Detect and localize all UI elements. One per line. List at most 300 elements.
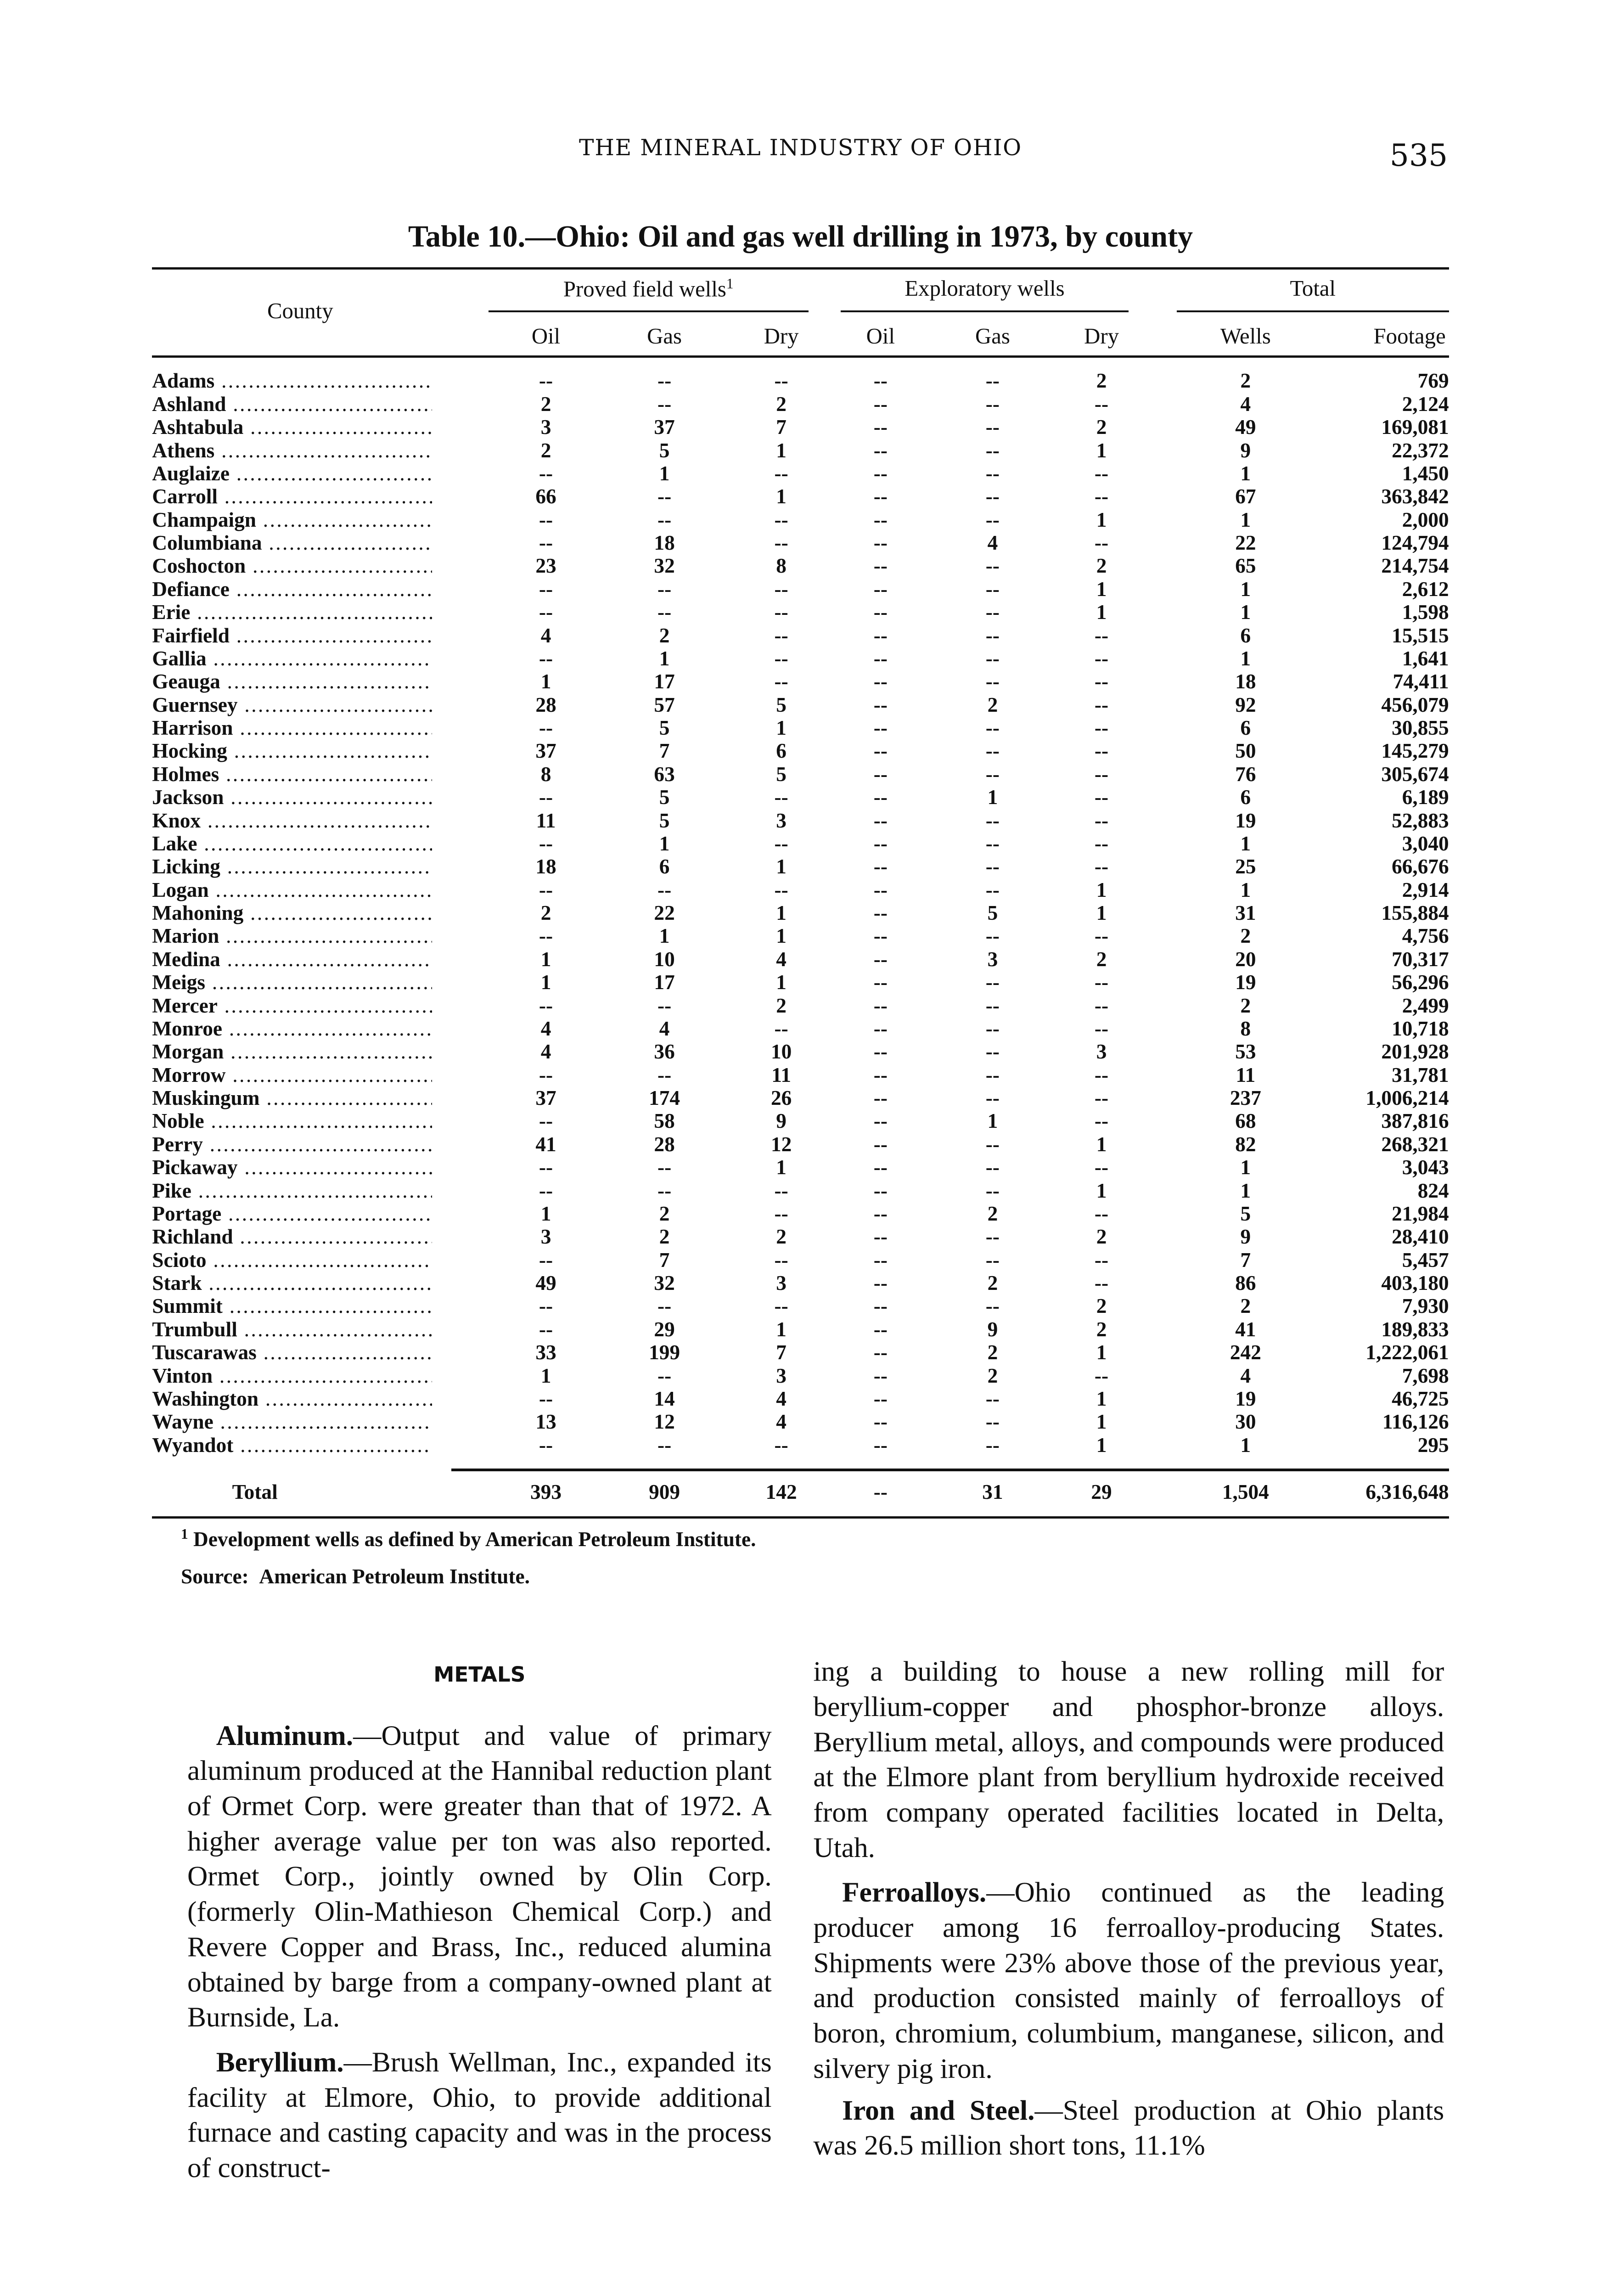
- cell-value: 4: [540, 1017, 551, 1040]
- county-name: Gallia .....: [152, 647, 432, 670]
- footage-value: 305,674: [1381, 762, 1449, 786]
- cell-value: 2: [987, 1341, 998, 1364]
- cell-value: --: [539, 1317, 553, 1341]
- county-name: Coshocton .....: [152, 555, 432, 577]
- county-name: Lake .....: [152, 833, 432, 855]
- footage-value: 6,316,648: [1365, 1480, 1449, 1504]
- cell-value: 1: [1240, 1179, 1251, 1202]
- table-top-rule: [152, 267, 1449, 270]
- cell-value: --: [985, 994, 1000, 1017]
- cell-value: 174: [649, 1086, 680, 1110]
- cell-value: --: [873, 1109, 888, 1133]
- cell-value: --: [1094, 693, 1109, 716]
- cell-value: --: [873, 1294, 888, 1318]
- county-name: Pickaway .....: [152, 1156, 432, 1179]
- cell-value: 25: [1235, 855, 1256, 878]
- county-name: Adams .....: [152, 370, 432, 392]
- footage-value: 363,842: [1381, 485, 1449, 508]
- footage-value: 145,279: [1381, 739, 1449, 763]
- county-name: Noble .....: [152, 1110, 432, 1132]
- column-header: Oil: [866, 324, 895, 349]
- county-name: Total: [232, 1480, 278, 1504]
- cell-value: --: [774, 1202, 788, 1225]
- cell-value: 63: [654, 762, 675, 786]
- footage-value: 1,222,061: [1365, 1341, 1449, 1364]
- county-name: Jackson .....: [152, 786, 432, 809]
- cell-value: 5: [659, 809, 670, 832]
- cell-value: 1: [1240, 1433, 1251, 1457]
- cell-value: 37: [535, 1086, 556, 1110]
- footage-value: 387,816: [1381, 1109, 1449, 1133]
- cell-value: --: [539, 531, 553, 555]
- cell-value: --: [985, 461, 1000, 485]
- cell-value: --: [873, 1017, 888, 1040]
- cell-value: --: [873, 1202, 888, 1225]
- cell-value: --: [1094, 1248, 1109, 1272]
- cell-value: --: [985, 1410, 1000, 1434]
- cell-value: 1: [776, 901, 786, 925]
- cell-value: --: [985, 647, 1000, 670]
- cell-value: --: [985, 577, 1000, 601]
- table-row: [152, 509, 1449, 532]
- cell-value: 53: [1235, 1040, 1256, 1064]
- cell-value: --: [985, 1156, 1000, 1179]
- cell-value: --: [539, 994, 553, 1017]
- cell-value: --: [657, 1433, 672, 1457]
- group-header-proved: [489, 276, 809, 302]
- footage-value: 4,756: [1402, 924, 1449, 948]
- cell-value: --: [539, 832, 553, 855]
- cell-value: --: [873, 461, 888, 485]
- cell-value: 8: [540, 762, 551, 786]
- cell-value: 1: [1240, 601, 1251, 624]
- cell-value: --: [1094, 924, 1109, 948]
- cell-value: --: [539, 647, 553, 670]
- table-row: [152, 902, 1449, 925]
- group-rule: [489, 310, 809, 312]
- county-name: Muskingum .....: [152, 1087, 432, 1109]
- cell-value: --: [873, 1317, 888, 1341]
- footage-value: 2,124: [1402, 392, 1449, 416]
- county-name: Knox .....: [152, 810, 432, 832]
- cell-value: 2: [1096, 1225, 1107, 1249]
- cell-value: 6: [1240, 716, 1251, 740]
- paragraph-beryllium-cont: [813, 1654, 1444, 1865]
- column-header: Footage: [1373, 324, 1446, 349]
- paragraph-text: —Steel production at Ohio plants was 26.5 million short tons, 11.1%: [813, 2094, 1444, 2161]
- footage-value: 189,833: [1381, 1317, 1449, 1341]
- cell-value: --: [1094, 624, 1109, 647]
- cell-value: --: [873, 1480, 888, 1504]
- cell-value: --: [539, 508, 553, 531]
- cell-value: --: [873, 670, 888, 693]
- total-row: [152, 1481, 1449, 1504]
- right-column: [813, 1654, 1444, 2163]
- cell-value: --: [873, 994, 888, 1017]
- cell-value: --: [985, 601, 1000, 624]
- run-in-head: Beryllium.: [216, 2046, 344, 2078]
- footage-value: 74,411: [1393, 670, 1449, 693]
- cell-value: --: [1094, 1202, 1109, 1225]
- column-header: Oil: [531, 324, 561, 349]
- group-rule: [841, 310, 1129, 312]
- county-name: Medina .....: [152, 948, 432, 971]
- footage-value: 2,000: [1402, 508, 1449, 531]
- table-row: [152, 578, 1449, 601]
- cell-value: 2: [540, 901, 551, 925]
- cell-value: --: [873, 855, 888, 878]
- cell-value: 32: [654, 554, 675, 578]
- group-rule: [1177, 310, 1449, 312]
- cell-value: --: [985, 716, 1000, 740]
- cell-value: 1: [1240, 1156, 1251, 1179]
- cell-value: --: [873, 508, 888, 531]
- cell-value: 6: [1240, 624, 1251, 647]
- cell-value: 1: [1096, 901, 1107, 925]
- county-name: Ashland .....: [152, 393, 432, 416]
- cell-value: --: [1094, 1156, 1109, 1179]
- cell-value: 1: [1096, 577, 1107, 601]
- cell-value: --: [774, 369, 788, 393]
- cell-value: 11: [536, 809, 556, 832]
- footage-value: 6,189: [1402, 786, 1449, 809]
- table-row: [152, 1180, 1449, 1203]
- cell-value: 26: [770, 1086, 792, 1110]
- cell-value: 6: [776, 739, 786, 763]
- cell-value: --: [774, 624, 788, 647]
- cell-value: 18: [654, 531, 675, 555]
- cell-value: --: [1094, 855, 1109, 878]
- cell-value: --: [539, 577, 553, 601]
- cell-value: 1: [1096, 1132, 1107, 1156]
- cell-value: --: [774, 1248, 788, 1272]
- cell-value: 1: [776, 485, 786, 508]
- cell-value: 2: [1096, 1294, 1107, 1318]
- cell-value: --: [774, 601, 788, 624]
- cell-value: 12: [770, 1132, 792, 1156]
- county-name: Stark .....: [152, 1272, 432, 1294]
- county-name: Mercer .....: [152, 995, 432, 1017]
- cell-value: --: [985, 971, 1000, 994]
- cell-value: --: [873, 369, 888, 393]
- cell-value: --: [539, 1109, 553, 1133]
- table-row: [152, 1411, 1449, 1434]
- cell-value: --: [985, 762, 1000, 786]
- cell-value: 31: [1235, 901, 1256, 925]
- cell-value: 4: [776, 1387, 786, 1410]
- cell-value: 58: [654, 1109, 675, 1133]
- cell-value: --: [873, 947, 888, 971]
- table-row: [152, 1318, 1449, 1341]
- cell-value: --: [539, 461, 553, 485]
- cell-value: --: [873, 601, 888, 624]
- footage-value: 3,043: [1402, 1156, 1449, 1179]
- cell-value: --: [539, 786, 553, 809]
- cell-value: --: [985, 1225, 1000, 1249]
- cell-value: 142: [765, 1480, 797, 1504]
- cell-value: 2: [1240, 994, 1251, 1017]
- footage-value: 3,040: [1402, 832, 1449, 855]
- cell-value: --: [985, 670, 1000, 693]
- cell-value: --: [873, 924, 888, 948]
- cell-value: --: [774, 832, 788, 855]
- footage-value: 769: [1417, 369, 1449, 393]
- cell-value: 4: [987, 531, 998, 555]
- cell-value: 1: [540, 947, 551, 971]
- cell-value: 92: [1235, 693, 1256, 716]
- cell-value: --: [873, 416, 888, 439]
- cell-value: --: [985, 1132, 1000, 1156]
- footage-value: 201,928: [1381, 1040, 1449, 1064]
- cell-value: --: [657, 601, 672, 624]
- cell-value: 2: [1240, 924, 1251, 948]
- cell-value: 19: [1235, 1387, 1256, 1410]
- footage-value: 31,781: [1392, 1063, 1449, 1086]
- footage-value: 295: [1417, 1433, 1449, 1457]
- cell-value: --: [774, 531, 788, 555]
- cell-value: 36: [654, 1040, 675, 1064]
- county-name: Tuscarawas .....: [152, 1341, 432, 1364]
- cell-value: --: [657, 392, 672, 416]
- cell-value: --: [539, 601, 553, 624]
- cell-value: 1: [540, 971, 551, 994]
- cell-value: --: [873, 762, 888, 786]
- footage-value: 10,718: [1392, 1017, 1449, 1040]
- cell-value: --: [774, 786, 788, 809]
- table-body: [152, 370, 1449, 1457]
- county-name: Auglaize .....: [152, 462, 432, 485]
- cell-value: --: [873, 577, 888, 601]
- cell-value: 1: [1240, 461, 1251, 485]
- cell-value: --: [985, 809, 1000, 832]
- footage-value: 124,794: [1381, 531, 1449, 555]
- cell-value: 1: [776, 1317, 786, 1341]
- cell-value: --: [985, 624, 1000, 647]
- cell-value: --: [985, 855, 1000, 878]
- cell-value: 76: [1235, 762, 1256, 786]
- table-row: [152, 370, 1449, 393]
- cell-value: --: [873, 485, 888, 508]
- table-row: [152, 416, 1449, 439]
- cell-value: 4: [1240, 392, 1251, 416]
- cell-value: 1: [1096, 439, 1107, 462]
- cell-value: --: [873, 1086, 888, 1110]
- cell-value: --: [873, 624, 888, 647]
- cell-value: 4: [540, 1040, 551, 1064]
- cell-value: --: [1094, 1109, 1109, 1133]
- table-row: [152, 1434, 1449, 1457]
- county-header: County: [267, 298, 333, 323]
- cell-value: 2: [1096, 369, 1107, 393]
- cell-value: 1: [659, 832, 670, 855]
- cell-value: 5: [659, 786, 670, 809]
- footage-value: 214,754: [1381, 554, 1449, 578]
- cell-value: 1: [1096, 1179, 1107, 1202]
- county-name: Vinton .....: [152, 1365, 432, 1387]
- column-header: Gas: [975, 324, 1010, 349]
- cell-value: 1: [540, 1364, 551, 1387]
- cell-value: 2: [776, 1225, 786, 1249]
- county-name: Geauga .....: [152, 670, 432, 693]
- cell-value: --: [657, 485, 672, 508]
- cell-value: 393: [530, 1480, 562, 1504]
- table-row: [152, 485, 1449, 508]
- footage-value: 22,372: [1392, 439, 1449, 462]
- cell-value: --: [985, 1433, 1000, 1457]
- cell-value: 37: [535, 739, 556, 763]
- cell-value: 7: [776, 416, 786, 439]
- cell-value: --: [873, 1433, 888, 1457]
- cell-value: 4: [776, 947, 786, 971]
- table-row: [152, 948, 1449, 971]
- cell-value: 2: [1096, 554, 1107, 578]
- county-name: Morrow .....: [152, 1064, 432, 1086]
- group-header-total: Total: [1290, 276, 1336, 301]
- cell-value: 2: [540, 439, 551, 462]
- header-rule: [152, 355, 1449, 358]
- cell-value: --: [774, 1017, 788, 1040]
- footage-value: 155,884: [1381, 901, 1449, 925]
- cell-value: --: [539, 1063, 553, 1086]
- table-row: [152, 647, 1449, 670]
- cell-value: --: [1094, 461, 1109, 485]
- cell-value: --: [873, 1156, 888, 1179]
- cell-value: --: [873, 1063, 888, 1086]
- cell-value: --: [657, 1294, 672, 1318]
- section-heading: METALS: [433, 1662, 526, 1687]
- cell-value: 2: [659, 1225, 670, 1249]
- cell-value: 2: [1096, 947, 1107, 971]
- cell-value: --: [873, 739, 888, 763]
- cell-value: 2: [1096, 416, 1107, 439]
- table-row: [152, 740, 1449, 763]
- cell-value: 1: [1096, 878, 1107, 901]
- cell-value: 22: [1235, 531, 1256, 555]
- cell-value: --: [1094, 392, 1109, 416]
- cell-value: --: [774, 508, 788, 531]
- cell-value: 1: [1240, 878, 1251, 901]
- table-row: [152, 1133, 1449, 1156]
- county-name: Hocking .....: [152, 740, 432, 762]
- cell-value: 5: [659, 716, 670, 740]
- cell-value: 1: [540, 670, 551, 693]
- table-row: [152, 694, 1449, 717]
- footnote-mark: 1: [181, 1526, 188, 1542]
- cell-value: 1,504: [1222, 1480, 1269, 1504]
- cell-value: --: [873, 1341, 888, 1364]
- cell-value: 18: [1235, 670, 1256, 693]
- cell-value: --: [873, 878, 888, 901]
- cell-value: 1: [540, 1202, 551, 1225]
- cell-value: 7: [659, 739, 670, 763]
- cell-value: --: [1094, 971, 1109, 994]
- cell-value: --: [873, 647, 888, 670]
- footage-value: 403,180: [1381, 1272, 1449, 1295]
- county-name: Portage .....: [152, 1203, 432, 1225]
- table-row: [152, 1203, 1449, 1226]
- footage-value: 5,457: [1402, 1248, 1449, 1272]
- county-name: Defiance .....: [152, 578, 432, 601]
- table-row: [152, 1388, 1449, 1411]
- cell-value: 9: [1240, 439, 1251, 462]
- cell-value: 82: [1235, 1132, 1256, 1156]
- cell-value: --: [539, 1248, 553, 1272]
- cell-value: 9: [1240, 1225, 1251, 1249]
- cell-value: --: [873, 531, 888, 555]
- cell-value: 7: [776, 1341, 786, 1364]
- cell-value: --: [657, 994, 672, 1017]
- cell-value: --: [774, 647, 788, 670]
- cell-value: --: [985, 369, 1000, 393]
- footage-value: 7,930: [1402, 1294, 1449, 1318]
- cell-value: 1: [659, 924, 670, 948]
- table-row: [152, 1041, 1449, 1064]
- table-row: [152, 555, 1449, 578]
- source-label: Source:: [181, 1564, 249, 1588]
- cell-value: --: [873, 832, 888, 855]
- cell-value: --: [985, 392, 1000, 416]
- cell-value: 242: [1230, 1341, 1261, 1364]
- cell-value: 29: [654, 1317, 675, 1341]
- table-row: [152, 925, 1449, 948]
- county-name: Wyandot .....: [152, 1434, 432, 1457]
- cell-value: --: [985, 832, 1000, 855]
- cell-value: 1: [987, 786, 998, 809]
- paragraph-text: —Brush Wellman, Inc., expanded its facility at Elmore, Ohio, to provide additional furnace and casting capacity and was in the process of construct-: [187, 2046, 772, 2184]
- table-bottom-rule: [152, 1516, 1449, 1519]
- footage-value: 7,698: [1402, 1364, 1449, 1387]
- footage-value: 2,914: [1402, 878, 1449, 901]
- cell-value: --: [1094, 1063, 1109, 1086]
- cell-value: --: [774, 461, 788, 485]
- cell-value: 28: [535, 693, 556, 716]
- table-row: [152, 393, 1449, 416]
- cell-value: --: [539, 716, 553, 740]
- cell-value: 1: [776, 716, 786, 740]
- source-text: American Petroleum Institute.: [259, 1564, 530, 1588]
- cell-value: 1: [1240, 577, 1251, 601]
- cell-value: 3: [776, 809, 786, 832]
- footage-value: 66,676: [1392, 855, 1449, 878]
- left-column: [187, 1718, 772, 2186]
- county-name: Summit .....: [152, 1295, 432, 1317]
- county-name: Richland .....: [152, 1226, 432, 1248]
- county-name: Erie .....: [152, 601, 432, 624]
- page-number: 535: [1389, 137, 1448, 173]
- county-name: Meigs .....: [152, 971, 432, 994]
- footage-value: 2,499: [1402, 994, 1449, 1017]
- cell-value: --: [985, 439, 1000, 462]
- cell-value: 3: [540, 1225, 551, 1249]
- cell-value: 3: [540, 416, 551, 439]
- cell-value: --: [985, 1040, 1000, 1064]
- cell-value: --: [873, 1040, 888, 1064]
- county-name: Fairfield .....: [152, 625, 432, 647]
- cell-value: 12: [654, 1410, 675, 1434]
- cell-value: --: [873, 809, 888, 832]
- cell-value: --: [539, 1387, 553, 1410]
- cell-value: 9: [987, 1317, 998, 1341]
- footage-value: 70,317: [1392, 947, 1449, 971]
- cell-value: --: [985, 878, 1000, 901]
- cell-value: 23: [535, 554, 556, 578]
- cell-value: 2: [1240, 369, 1251, 393]
- cell-value: 11: [1236, 1063, 1256, 1086]
- table-row: [152, 1226, 1449, 1249]
- cell-value: 1: [987, 1109, 998, 1133]
- cell-value: --: [539, 924, 553, 948]
- cell-value: 22: [654, 901, 675, 925]
